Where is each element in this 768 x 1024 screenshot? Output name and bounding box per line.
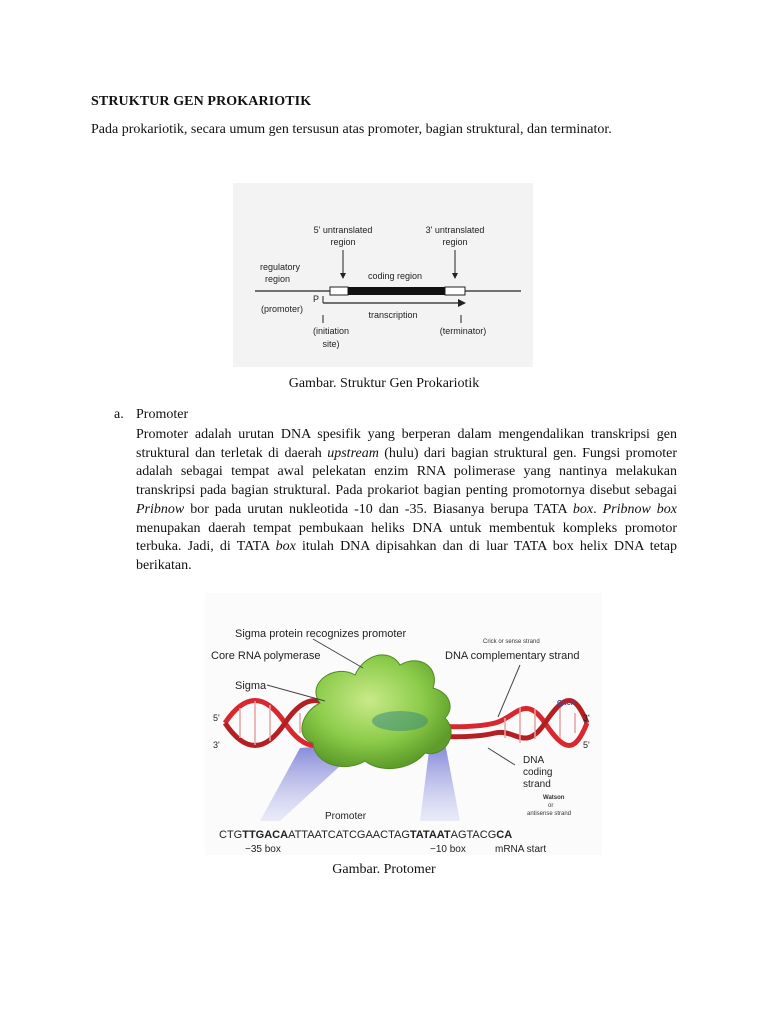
label-5prime-right: 5' [583,740,590,750]
fig2-title: Sigma protein recognizes promoter [235,628,407,640]
label-coding-region: coding region [367,271,423,281]
label-crick-sense: Crick or sense strand [483,639,540,645]
label-10-box: −10 box [430,844,466,855]
coding-box [348,287,445,295]
label-watson-2: or [548,803,554,809]
page-heading: STRUKTUR GEN PROKARIOTIK [91,94,312,109]
label-5utr-1: 5' untranslated [313,225,373,235]
label-coding-1: DNA [523,755,545,766]
arrow-3utr-head [452,273,458,279]
promoter-paragraph [136,426,677,576]
label-watson-3: antisense strand [527,811,572,817]
label-p: P [313,294,320,304]
rna-polymerase-blob [302,655,451,769]
seq-1: CTG [219,829,243,841]
para-upstream: upstream [327,445,379,461]
label-3prime-left: 3' [213,740,220,750]
para-text-3: bor pada urutan nukleotida -10 dan -35. Biasanya berupa TATA [184,501,573,517]
label-dna-complementary: DNA complementary strand [445,650,580,662]
label-mrna-start: mRNA start [495,844,547,855]
para-pribnow: Pribnow [136,501,185,517]
sigma-region [372,711,428,731]
figure2-caption: Gambar. Protomer [332,862,436,877]
label-watson-1: Watson [543,795,565,801]
para-box-1: box [572,501,594,517]
label-promoter: Promoter [325,811,367,822]
sigma-promoter-figure [205,593,602,855]
para-box-2: box [275,539,296,555]
transcription-arrow-head [458,299,466,307]
seq-5: AGTACG [450,829,497,841]
label-sigma: Sigma [235,680,267,692]
label-initiation-2: site) [322,339,340,349]
beam-10 [420,743,460,821]
utr5-box [330,287,348,295]
seq-35-box: TTGACA [242,829,289,841]
label-3prime-right: 3' [583,713,590,723]
seq-10-box: TATAAT [409,829,451,841]
utr3-box [445,287,465,295]
label-3utr-1: 3' untranslated [425,225,485,235]
para-pribnow-box: Pribnow box [602,501,677,517]
label-promoter: (promoter) [261,304,304,314]
promoter-sequence [219,829,512,841]
para-text-1: Promoter adalah urutan DNA spesifik yang berperan dalam mengendalikan transkripsi gen struktural dan terletak di daerah [136,427,677,461]
gene-structure-figure [233,183,533,367]
para-text-6: itulah DNA dipisahkan dan di luar TATA box helix DNA tetap berikatan. [136,539,677,573]
label-coding-3: strand [523,779,551,790]
section-title-promoter: Promoter [136,407,189,422]
label-5prime-left: 5' [213,713,220,723]
arrow-5utr-head [340,273,346,279]
seq-3: ATTAATCATCGAACTAG [288,829,410,841]
para-text-2: (hulu) dari bagian struktural gen. Fungsi promoter adalah sebagai tempat awal pelekatan enzim RNA polimerase yang nantinya melakukan transkripsi pada bagian struktural. Pada prokariot bagian penting promotornya disebut sebagai [136,445,677,499]
label-regulatory-1: regulatory [260,262,301,272]
label-core-rna-polymerase: Core RNA polymerase [211,650,321,662]
label-5utr-2: region [330,237,356,247]
para-text-5: menupakan daerah tempat pembukaan heliks DNA untuk membentuk kompleks promotor terbuka. Jadi, di TATA [136,520,677,555]
list-marker-a: a. [114,407,124,422]
label-regulatory-2: region [265,274,291,284]
intro-paragraph: Pada prokariotik, secara umum gen tersusun atas promoter, bagian struktural, dan terminator. [91,122,612,137]
figure1-caption: Gambar. Struktur Gen Prokariotik [288,376,480,391]
para-text-4: . [593,501,603,517]
seq-6: CA [496,829,513,841]
label-transcription: transcription [368,310,418,320]
label-terminator: (terminator) [439,326,487,336]
label-initiation-1: (initiation [312,326,350,336]
label-crick: Crick [557,700,575,707]
label-3utr-2: region [442,237,468,247]
label-coding-2: coding [523,767,553,778]
label-35-box: −35 box [245,844,281,855]
